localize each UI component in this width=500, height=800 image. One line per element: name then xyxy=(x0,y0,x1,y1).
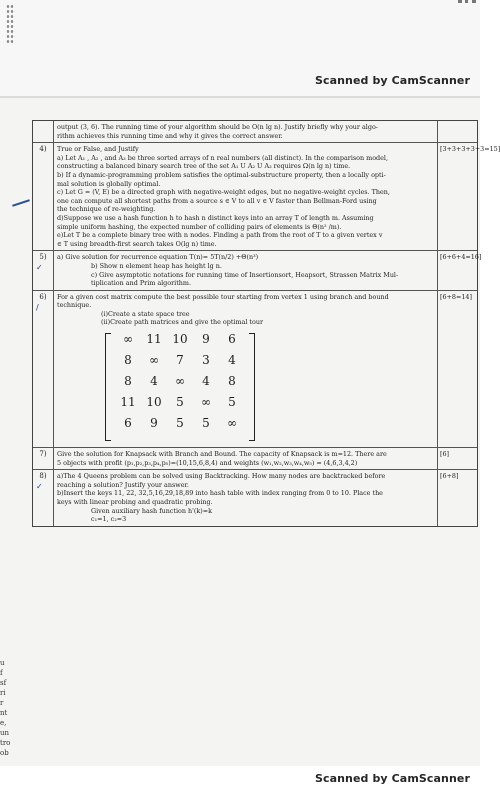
question-line: b) If a dynamic-programming problem satisfies the optimal-substructure property, then a locally opti- xyxy=(57,170,386,179)
question-line: technique. xyxy=(57,301,92,310)
matrix-cell: 4 xyxy=(150,374,158,389)
margin-fragment: u xyxy=(0,659,5,667)
edge-mark xyxy=(458,0,476,6)
check-mark-icon: ✓ xyxy=(36,263,43,273)
question-number-label: 8) xyxy=(39,472,47,481)
matrix-grid xyxy=(115,332,245,440)
question-number xyxy=(33,143,54,250)
question-number xyxy=(33,251,54,289)
matrix-cell: 7 xyxy=(176,353,184,368)
check-mark-icon: ✓ xyxy=(36,482,43,492)
margin-fragment: f xyxy=(0,669,3,677)
margin-fragment: e, xyxy=(0,719,7,727)
question-row-6 xyxy=(33,290,477,447)
slash-mark-icon: / xyxy=(36,302,39,312)
question-row-4 xyxy=(33,142,500,250)
matrix-cell: 5 xyxy=(176,416,184,431)
question-text xyxy=(54,448,437,469)
margin-text xyxy=(0,658,22,758)
matrix-cell: 6 xyxy=(228,332,236,347)
matrix-cell: 10 xyxy=(172,332,188,347)
edge-dots xyxy=(6,4,14,44)
question-line: constructing a balanced binary search tree of the set A₁ U A₂ U A₃ requires Ω(n lg n) time. xyxy=(57,162,351,171)
question-marks xyxy=(437,121,477,142)
pen-mark xyxy=(12,199,30,206)
question-text xyxy=(54,470,437,526)
question-row-8 xyxy=(33,469,477,526)
matrix-cell: 10 xyxy=(146,395,162,410)
scanner-watermark-top: Scanned by CamScanner xyxy=(314,74,470,87)
question-number xyxy=(33,121,54,142)
question-line: rithm achieves this running time and why it gives the correct answer. xyxy=(57,131,283,140)
margin-fragment: tro xyxy=(0,739,11,747)
question-line: a)The 4 Queens problem can be solved using Backtracking. How many nodes are backtracked before xyxy=(57,472,386,481)
question-line: (i)Create a state space tree xyxy=(101,309,190,318)
question-line: keys with linear probing and quadratic probing. xyxy=(57,498,213,507)
question-text xyxy=(54,121,437,142)
question-marks: [6+6+4=16] xyxy=(437,251,477,289)
question-line: Give the solution for Knapsack with Branch and Bound. The capacity of Knapsack is m=12. There are xyxy=(57,450,387,459)
question-line: For a given cost matrix compute the best possible tour starting from vertex 1 using branch and bound xyxy=(57,292,389,301)
matrix-cell: 11 xyxy=(120,395,136,410)
question-number-label: 4) xyxy=(39,145,47,154)
matrix-cell: ∞ xyxy=(149,353,159,368)
question-number xyxy=(33,291,54,447)
matrix-bracket-right xyxy=(249,333,255,441)
matrix-cell: ∞ xyxy=(227,416,237,431)
cost-matrix xyxy=(105,333,255,441)
matrix-cell: ∞ xyxy=(123,332,133,347)
matrix-cell: 8 xyxy=(124,374,132,389)
question-number-label: 6) xyxy=(39,292,47,301)
matrix-cell: 4 xyxy=(228,353,236,368)
question-line: simple uniform hashing, the expected number of colliding pairs of elements is Θ(n² /m). xyxy=(57,222,342,231)
question-marks: [6] xyxy=(437,448,477,469)
matrix-bracket-left xyxy=(105,333,111,441)
margin-fragment: nt xyxy=(0,709,8,717)
question-number-label: 5) xyxy=(39,253,47,262)
matrix-cell: ∞ xyxy=(201,395,211,410)
margin-fragment: un xyxy=(0,729,10,737)
matrix-cell: 4 xyxy=(202,374,210,389)
question-line: ∈ T using breadth-first search takes O(lg n) time. xyxy=(57,239,217,248)
question-line: c₁=1, c₂=3 xyxy=(91,515,127,524)
question-table xyxy=(32,120,500,527)
question-row-7 xyxy=(33,447,477,469)
matrix-cell: ∞ xyxy=(175,374,185,389)
margin-fragment: ob xyxy=(0,749,9,757)
matrix-cell: 3 xyxy=(202,353,210,368)
question-line: the technique of re-weighting. xyxy=(57,205,156,214)
matrix-cell: 5 xyxy=(202,416,210,431)
question-line: Given auxiliary hash function h'(k)=k xyxy=(91,506,212,515)
question-line: a) Let A₁ , A₂ , and A₃ be three sorted arrays of n real numbers (all distinct). In the comparison model, xyxy=(57,153,388,162)
matrix-cell: 8 xyxy=(228,374,236,389)
question-text xyxy=(54,291,437,447)
matrix-cell: 6 xyxy=(124,416,132,431)
question-line: b)Insert the keys 11, 22, 32,5,16,29,18,89 into hash table with index ranging from 0 to 10. Place the xyxy=(57,489,383,498)
question-line: 5 objects with profit (p₁,p₂,p₃,p₄,p₅)=(10,15,6,8,4) and weights (w₁,w₂,w₃,w₄,w₅) = (4,6,3,4,2) xyxy=(57,458,358,467)
question-line: tiplication and Prim algorithm. xyxy=(91,279,191,288)
question-number xyxy=(33,448,54,469)
question-marks: [6+8=14] xyxy=(437,291,477,447)
matrix-cell: 5 xyxy=(228,395,236,410)
question-line: reaching a solution? Justify your answer. xyxy=(57,480,189,489)
matrix-cell: 9 xyxy=(202,332,210,347)
question-text xyxy=(54,143,437,250)
question-row-continuation xyxy=(33,121,477,142)
question-line: True or False, and Justify xyxy=(57,145,139,154)
question-row-5 xyxy=(33,250,482,289)
question-marks: [6+8] xyxy=(437,470,477,526)
question-line: c) Give asymptotic notations for running time of Insertionsort, Heapsort, Strassen Matrix Mul- xyxy=(91,270,399,279)
margin-fragment: sf xyxy=(0,679,7,687)
question-number xyxy=(33,470,54,526)
question-line: d)Suppose we use a hash function h to hash n distinct keys into an array T of length m. Assuming xyxy=(57,213,374,222)
question-marks: [3+3+3+3+3=15] xyxy=(437,143,477,250)
question-line: (ii)Create path matrices and give the optimal tour xyxy=(101,318,264,327)
question-number-label: 7) xyxy=(39,450,47,459)
matrix-cell: 11 xyxy=(146,332,162,347)
matrix-cell: 9 xyxy=(150,416,158,431)
margin-fragment: r xyxy=(0,699,4,707)
question-line: mal solution is globally optimal. xyxy=(57,179,161,188)
question-line: b) Show n element heap has height lg n. xyxy=(91,261,222,270)
question-text xyxy=(54,251,437,289)
scanner-watermark-bottom: Scanned by CamScanner xyxy=(314,772,470,785)
question-line: e)Let T be a complete binary tree with n nodes. Finding a path from the root of T to a given vertex v xyxy=(57,231,383,240)
matrix-cell: 8 xyxy=(124,353,132,368)
matrix-cell: 5 xyxy=(176,395,184,410)
question-line: one can compute all shortest paths from a source s ∈ V to all v ∈ V faster than Bellman-Ford using xyxy=(57,196,377,205)
question-line: a) Give solution for recurrence equation T(n)= 5T(n/2) +Θ(n³) xyxy=(57,253,259,262)
question-line: c) Let G = (V, E) be a directed graph with negative-weight edges, but no negative-weight cycles. Then, xyxy=(57,188,390,197)
question-line: output (3, 6). The running time of your algorithm should be O(n lg n). Justify briefly why your algo- xyxy=(57,123,378,131)
margin-fragment: ri xyxy=(0,689,6,697)
